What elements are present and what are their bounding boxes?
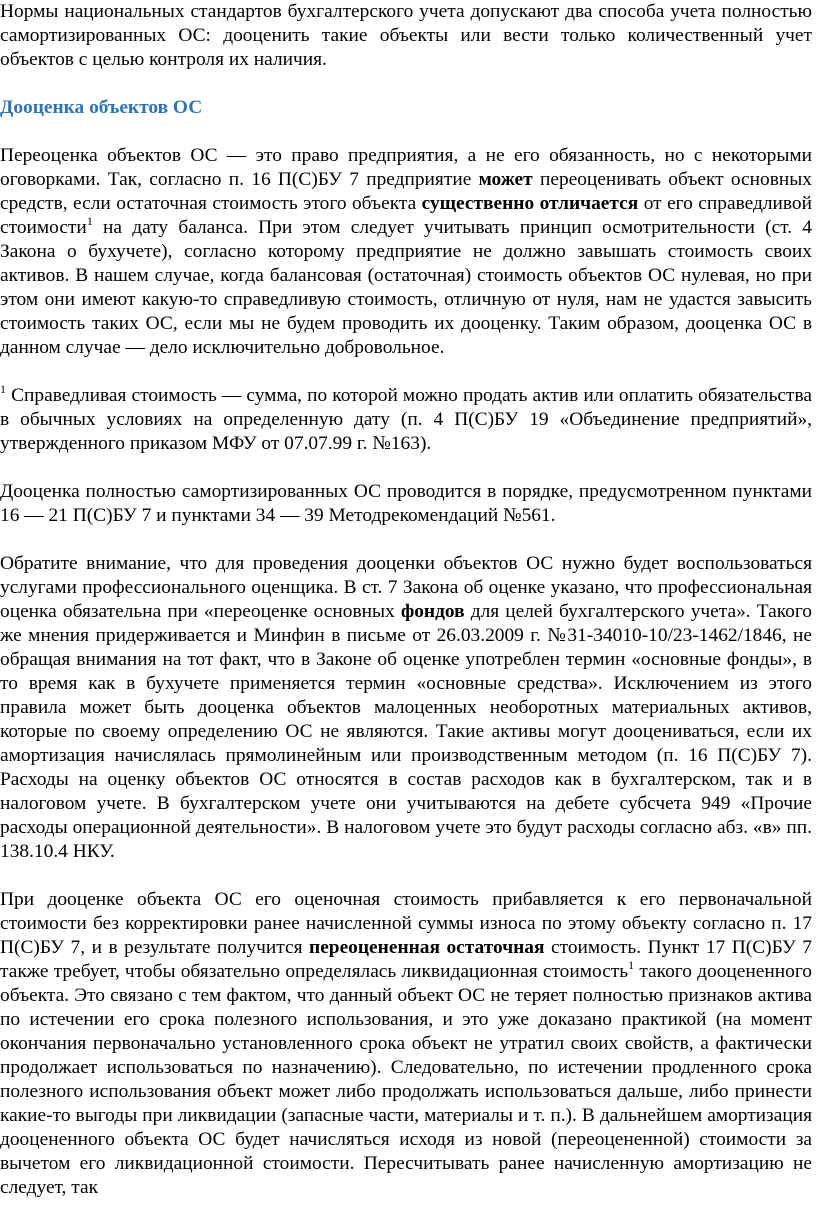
spacer: [0, 864, 812, 888]
appraiser-text-a: Обратите внимание, что для проведения дооценки объектов ОС нужно будет воспользоваться услугами профессионального оценщика. В ст. 7 Закона об оценке указано, что профессиональная оценка обязательна при «переоценке основных: [0, 553, 812, 622]
appraiser-paragraph: [0, 552, 812, 864]
revaluation-text-a: Переоценка объектов ОС — это право предприятия, а не его обязанность, но с некоторыми оговорками. Так, согласно п. 16 П(С)БУ 7 предприятие: [0, 145, 812, 190]
appraiser-bold-funds: фондов: [400, 601, 465, 622]
revaluation-text-c: переоценивать объект основных средств, если остаточная стоимость этого объекта: [0, 169, 812, 214]
spacer: [0, 528, 812, 552]
footnote-text: Справедливая стоимость — сумма, по которой можно продать актив или оплатить обязательства в обычных условиях на определенную дату (п. 4 П(С)БУ 19 «Объединение предприятий», утвержденного приказом МФУ от 07.07.99 г. №163).: [0, 385, 812, 454]
revaluation-bold-differs: существенно отличается: [421, 193, 639, 214]
spacer: [0, 360, 812, 384]
valuation-text-c: стоимость. Пункт 17 П(С)БУ 7 также требует, чтобы обязательно определялась ликвидационная стоимость: [0, 937, 812, 982]
valuation-text-d: такого дооцененного объекта. Это связано с тем фактом, что данный объект ОС не теряет полностью признаков актива по истечении его срока полезного использования, и это уже доказано практикой (на момент окончания первоначально установленного срока объект не утратил своих свойств, а фактически продолжает использоваться по назначению). Следовательно, по истечении продленного срока полезного использования объект может либо продолжать использоваться дальше, либо принести какие-то выгоды при ликвидации (запасные части, материалы и т. п.). В дальнейшем амортизация дооцененного объекта ОС будет начисляться исходя из новой (переоцененной) стоимости за вычетом его ликвидационной стоимости. Пересчитывать ранее начисленную амортизацию не следует, так: [0, 961, 812, 1198]
appraiser-text-c: для целей бухгалтерского учета». Такого же мнения придерживается и Минфин в письме от 26.03.2009 г. №31-34010-10/23-1462/1846, не обращая внимания на тот факт, что в Законе об оценке употреблен термин «основные фонды», в то время как в бухучете применяется термин «основные средства». Исключением из этого правила может быть дооценка объектов малоценных необоротных материальных активов, которые по своему определению ОС не являются. Такие активы могут дооцениваться, если их амортизация начислялась прямолинейным или производственным методом (п. 16 П(С)БУ 7). Расходы на оценку объектов ОС относятся в состав расходов как в бухгалтерском, так и в налоговом учете. В бухгалтерском учете они учитываются на дебете субсчета 949 «Прочие расходы операционной деятельности». В налоговом учете это будут расходы согласно абз. «в» пп. 138.10.4 НКУ.: [0, 601, 813, 862]
revaluation-bold-may: может: [478, 169, 533, 190]
intro-paragraph: Нормы национальных стандартов бухгалтерского учета допускают два способа учета полностью самортизированных ОС: дооценить такие объекты или вести только количественный учет объектов с целью контроля их наличия.: [0, 1, 812, 70]
revaluation-text-e: на дату баланса. При этом следует учитывать принцип осмотрительности (ст. 4 Закона о бухучете), согласно которому предприятие не должно завышать стоимость своих активов. В нашем случае, когда балансовая (остаточная) стоимость объектов ОС нулевая, но при этом они имеют какую-то справедливую стоимость, отличную от нуля, нам не удастся завысить стоимость таких ОС, если мы не будем проводить их дооценку. Таким образом, дооценка ОС в данном случае — дело исключительно добровольное.: [0, 217, 812, 358]
footnote-marker: 1: [86, 214, 93, 228]
spacer: [0, 120, 812, 144]
revaluation-text-d: от его справедливой стоимости: [0, 193, 813, 238]
valuation-text-a: При дооценке объекта ОС его оценочная стоимость прибавляется к его первоначальной стоимости без корректировки ранее начисленной суммы износа по этому объекту согласно п. 17 П(С)БУ 7, и в результате получится: [0, 889, 812, 958]
footnote-marker: 1: [628, 958, 635, 972]
revaluation-paragraph: [0, 144, 812, 360]
spacer: [0, 72, 812, 96]
valuation-bold-residual: переоцененная остаточная: [309, 937, 545, 958]
valuation-paragraph: [0, 888, 812, 1200]
footnote-paragraph: [0, 384, 812, 456]
footnote-number: 1: [0, 382, 6, 396]
spacer: [0, 456, 812, 480]
procedure-paragraph: Дооценка полностью самортизированных ОС проводится в порядке, предусмотренном пунктами 16 — 21 П(С)БУ 7 и пунктами 34 — 39 Методрекомендаций №561.: [0, 481, 812, 526]
section-heading: Дооценка объектов ОС: [0, 97, 203, 118]
